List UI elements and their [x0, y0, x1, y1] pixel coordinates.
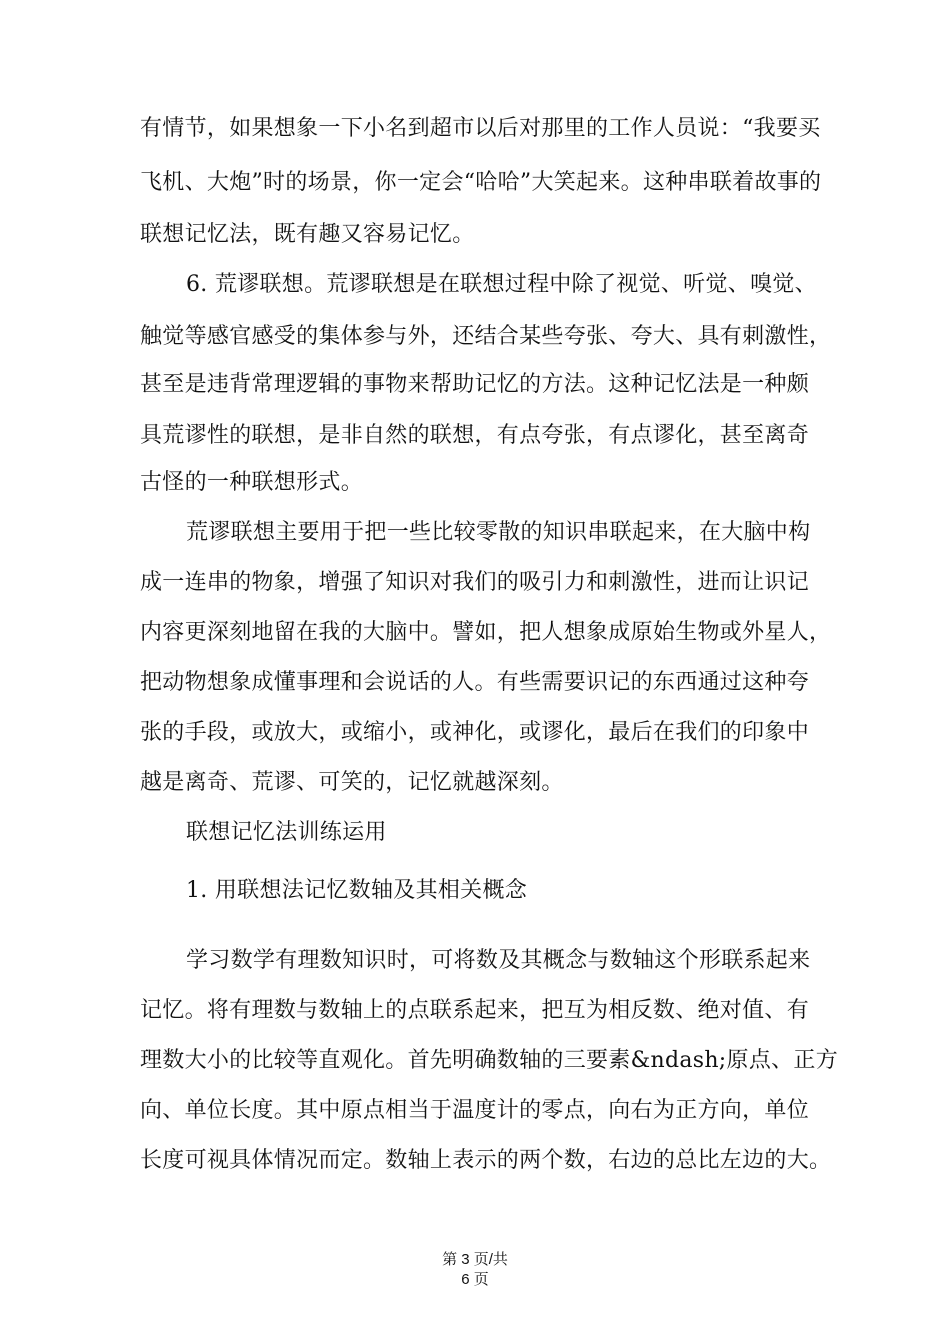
- section-heading: 联想记忆法训练运用: [186, 820, 387, 845]
- text-line: 把动物想象成懂事理和会说话的人。有些需要识记的东西通过这种夸: [140, 670, 810, 695]
- text-line: 长度可视具体情况而定。数轴上表示的两个数，右边的总比左边的大。: [140, 1148, 832, 1173]
- text-line: 记忆。将有理数与数轴上的点联系起来，把互为相反数、绝对值、有: [140, 998, 810, 1023]
- text-line: 向、单位长度。其中原点相当于温度计的零点，向右为正方向，单位: [140, 1098, 810, 1123]
- paragraph-start: 荒谬联想主要用于把一些比较零散的知识串联起来，在大脑中构: [186, 520, 811, 545]
- text-line: 成一连串的物象，增强了知识对我们的吸引力和刺激性，进而让识记: [140, 570, 810, 595]
- numbered-item-6: 6. 荒谬联想。荒谬联想是在联想过程中除了视觉、听觉、嗅觉、: [186, 272, 817, 297]
- text-line: 有情节，如果想象一下小名到超市以后对那里的工作人员说：“我要买: [140, 116, 821, 141]
- text-line: 越是离奇、荒谬、可笑的，记忆就越深刻。: [140, 770, 564, 795]
- text-line: 理数大小的比较等直观化。首先明确数轴的三要素&ndash;原点、正方: [140, 1048, 839, 1073]
- text-line: 张的手段，或放大，或缩小，或神化，或谬化，最后在我们的印象中: [140, 720, 810, 745]
- page-number-line2: 6 页: [461, 1271, 489, 1288]
- text-line: 具荒谬性的联想，是非自然的联想，有点夸张，有点谬化，甚至离奇: [140, 423, 810, 448]
- text-line: 触觉等感官感受的集体参与外，还结合某些夸张、夸大、具有刺激性，: [140, 324, 832, 349]
- page-number-line1: 第 3 页/共: [442, 1251, 508, 1268]
- text-line: 内容更深刻地留在我的大脑中。譬如，把人想象成原始生物或外星人，: [140, 620, 832, 645]
- text-line: 古怪的一种联想形式。: [140, 470, 364, 495]
- text-line: 联想记忆法，既有趣又容易记忆。: [140, 222, 475, 247]
- text-line: 甚至是违背常理逻辑的事物来帮助记忆的方法。这种记忆法是一种颇: [140, 372, 810, 397]
- paragraph-start: 学习数学有理数知识时，可将数及其概念与数轴这个形联系起来: [186, 948, 811, 973]
- numbered-item-1: 1. 用联想法记忆数轴及其相关概念: [186, 878, 528, 903]
- text-line: 飞机、大炮”时的场景，你一定会“哈哈”大笑起来。这种串联着故事的: [140, 170, 822, 195]
